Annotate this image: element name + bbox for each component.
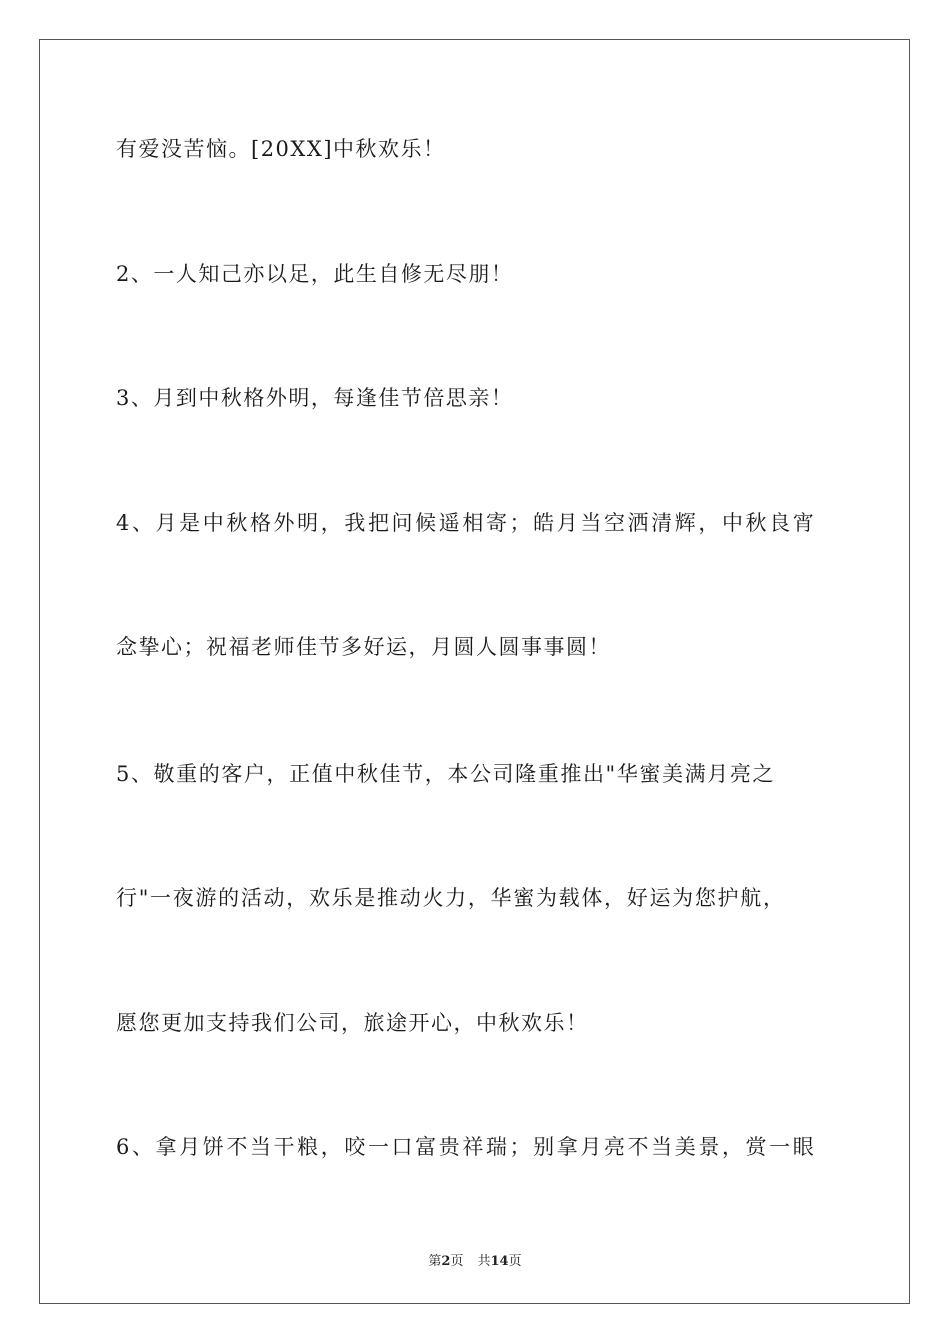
- page-suffix: 页: [450, 1254, 464, 1269]
- page-prefix: 第: [428, 1254, 442, 1269]
- text-line: 2、一人知己亦以足，此生自修无尽朋！: [116, 262, 514, 286]
- text-line: 有爱没苦恼。[20XX]中秋欢乐！: [116, 137, 446, 161]
- text-line: 念挚心；祝福老师佳节多好运，月圆人圆事事圆！: [116, 635, 611, 659]
- page-number: 2: [441, 1254, 451, 1269]
- text-line: 5、敬重的客户，正值中秋佳节，本公司隆重推出"华蜜美满月亮之: [116, 762, 776, 786]
- text-line: 6、拿月饼不当干粮，咬一口富贵祥瑞；别拿月亮不当美景，赏一眼: [116, 1135, 817, 1159]
- total-pages: 14: [490, 1254, 509, 1269]
- text-line: 行"一夜游的活动，欢乐是推动火力，华蜜为载体，好运为您护航，: [116, 886, 786, 910]
- total-suffix: 页: [508, 1254, 522, 1269]
- page-footer: [0, 1250, 950, 1269]
- text-line: 4、月是中秋格外明，我把问候遥相寄；皓月当空洒清辉，中秋良宵: [116, 511, 817, 535]
- text-line: 愿您更加支持我们公司，旅途开心，中秋欢乐！: [116, 1011, 589, 1035]
- total-prefix: 共: [477, 1254, 491, 1269]
- page-border: [39, 39, 910, 1304]
- text-line: 3、月到中秋格外明，每逢佳节倍思亲！: [116, 386, 514, 410]
